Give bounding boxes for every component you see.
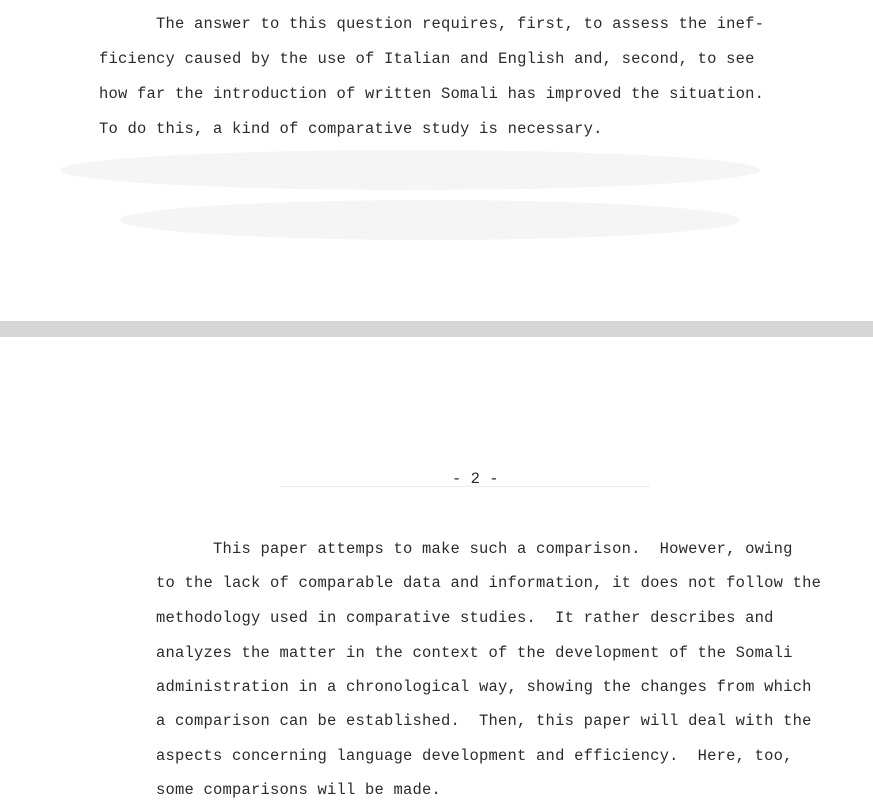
paragraph-line: analyzes the matter in the context of the development of the Somali [156, 644, 793, 662]
paragraph-line: aspects concerning language development and efficiency. Here, too, [156, 747, 793, 765]
paragraph-line: methodology used in comparative studies. It rather describes and [156, 609, 774, 627]
paragraph-line: administration in a chronological way, showing the changes from which [156, 678, 812, 696]
paragraph-line: ficiency caused by the use of Italian and English and, second, to see [99, 50, 755, 68]
paragraph-line: To do this, a kind of comparative study is necessary. [99, 120, 603, 138]
page-2-top-portion [0, 337, 873, 812]
page-number: - 2 - [452, 470, 499, 488]
paragraph-line: The answer to this question requires, first, to assess the inef- [156, 15, 765, 33]
page-1-bottom-portion [0, 0, 873, 321]
paragraph-line: This paper attemps to make such a comparison. However, owing [213, 540, 793, 558]
bleed-through-smudge [60, 150, 760, 190]
paragraph-line: to the lack of comparable data and information, it does not follow the [156, 574, 822, 592]
paragraph-line: a comparison can be established. Then, this paper will deal with the [156, 712, 812, 730]
bleed-through-smudge [120, 200, 740, 240]
page-separator [0, 321, 873, 337]
paragraph-line: some comparisons will be made. [156, 781, 442, 799]
paragraph-line: how far the introduction of written Somali has improved the situation. [99, 85, 765, 103]
